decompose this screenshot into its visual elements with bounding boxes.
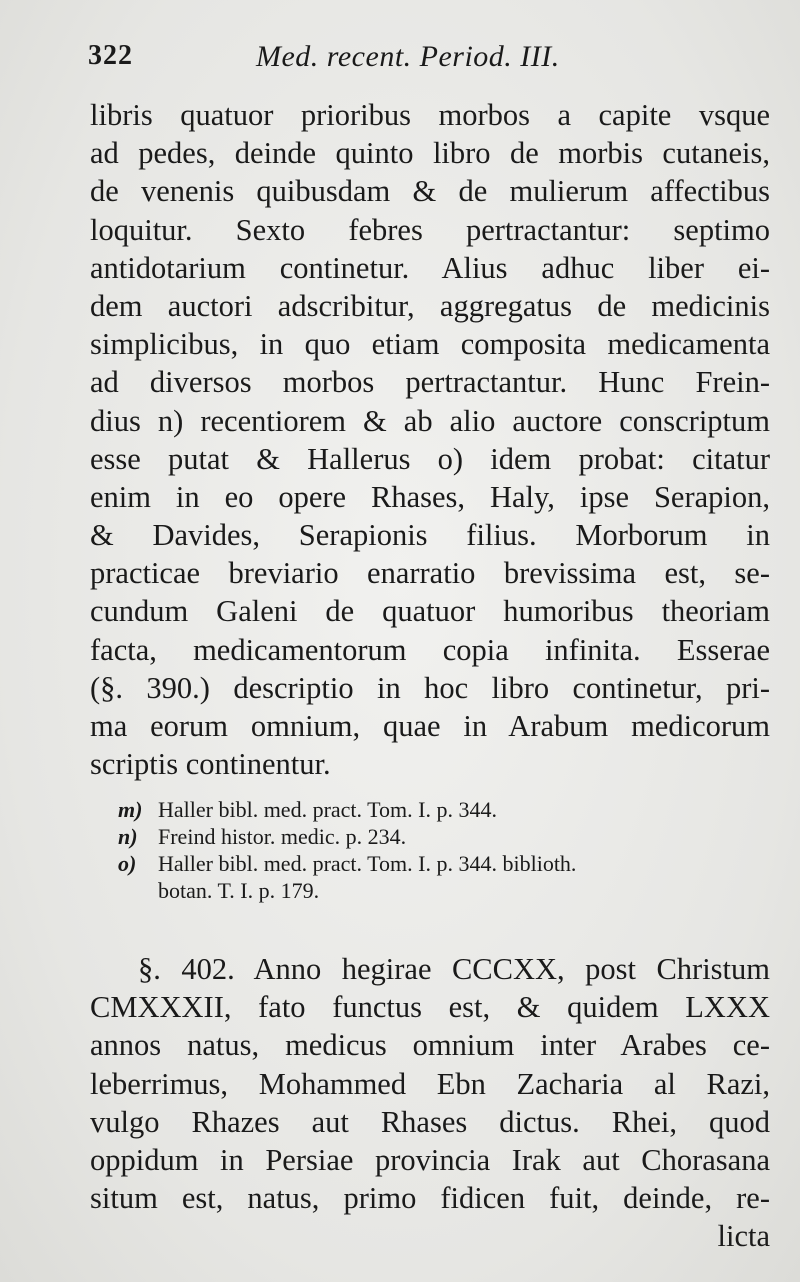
footnote-text: botan. T. I. p. 179. xyxy=(158,878,320,903)
text-line: de venenis quibusdam & de mulierum affectibus xyxy=(90,174,770,209)
footnote xyxy=(118,850,770,877)
text-line: esse putat & Hallerus o) idem probat: citatur xyxy=(90,441,770,476)
text-line: §. 402. Anno hegirae CCCXX, post Christum xyxy=(138,952,770,986)
text-line: loquitur. Sexto febres pertractantur: septimo xyxy=(90,212,770,247)
text-line: antidotarium continetur. Alius adhuc liber ei- xyxy=(90,250,770,285)
footnote xyxy=(118,796,770,823)
text-line: oppidum in Persiae provincia Irak aut Chorasana xyxy=(90,1142,770,1177)
text-line: ad diversos morbos pertractantur. Hunc Frein- xyxy=(90,365,770,400)
text-line: leberrimus, Mohammed Ebn Zacharia al Razi, xyxy=(90,1066,770,1101)
text-line: enim in eo opere Rhases, Haly, ipse Serapion, xyxy=(90,479,770,514)
text-line: libris quatuor prioribus morbos a capite vsque xyxy=(90,98,770,132)
section-402 xyxy=(90,950,770,1256)
text-line: simplicibus, in quo etiam composita medicamenta xyxy=(90,327,770,362)
footnote-text: Haller bibl. med. pract. Tom. I. p. 344. biblioth. xyxy=(158,851,577,876)
text-line: cundum Galeni de quatuor humoribus theoriam xyxy=(90,594,770,629)
footnote xyxy=(118,823,770,850)
paragraph-continuation xyxy=(90,96,770,783)
text-line: practicae breviario enarratio brevissima est, se- xyxy=(90,556,770,591)
text-line: facta, medicamentorum copia infinita. Esserae xyxy=(90,632,770,667)
text-line: dem auctori adscribitur, aggregatus de medicinis xyxy=(90,288,770,323)
text-line: scriptis continentur. xyxy=(90,747,331,782)
text-line: & Davides, Serapionis filius. Morborum in xyxy=(90,518,770,553)
text-line: situm est, natus, primo fidicen fuit, deinde, re- xyxy=(90,1181,770,1216)
text-line: ma eorum omnium, quae in Arabum medicorum xyxy=(90,709,770,743)
footnote-mark: o) xyxy=(118,851,137,876)
text-line: dius n) recentiorem & ab alio auctore conscriptum xyxy=(90,403,770,438)
text-line: vulgo Rhazes aut Rhases dictus. Rhei, quod xyxy=(90,1104,770,1139)
text-line: ad pedes, deinde quinto libro de morbis cutaneis, xyxy=(90,136,770,171)
footnote-text: Haller bibl. med. pract. Tom. I. p. 344. xyxy=(158,797,497,822)
text-line: CMXXXII, fato functus est, & quidem LXXX xyxy=(90,990,770,1025)
page-header xyxy=(88,40,740,86)
footnote-mark: n) xyxy=(118,824,138,849)
footnotes xyxy=(118,796,770,904)
catchword: licta xyxy=(717,1219,770,1254)
page-number: 322 xyxy=(88,40,133,71)
text-line: annos natus, medicus omnium inter Arabes ce- xyxy=(90,1028,770,1063)
footnote-text: Freind histor. medic. p. 234. xyxy=(158,824,407,849)
footnote-continuation xyxy=(118,877,770,904)
running-head: Med. recent. Period. III. xyxy=(256,40,560,73)
footnote-mark: m) xyxy=(118,797,143,822)
text-line: (§. 390.) descriptio in hoc libro continetur, pri- xyxy=(90,670,770,705)
